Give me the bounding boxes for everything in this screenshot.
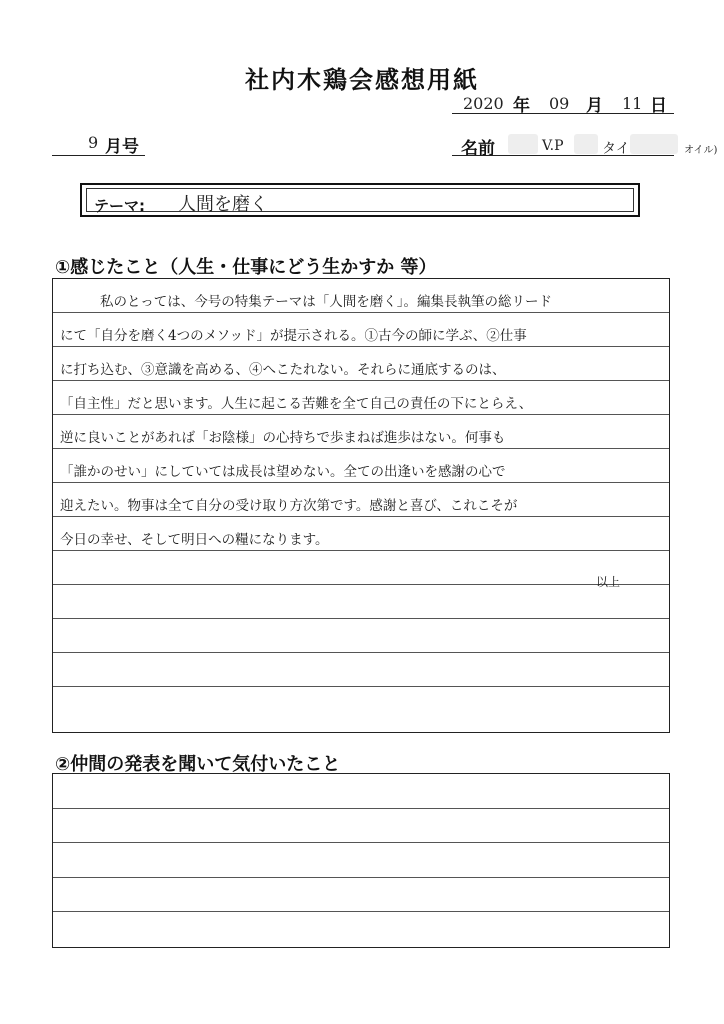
date-month: 09 xyxy=(549,94,570,113)
section1-line-7: 迎えたい。物事は全て自分の受け取り方次第です。感謝と喜び、これこそが xyxy=(60,498,518,514)
section1-rule-8 xyxy=(53,550,669,551)
section1-line-2: にて「自分を磨く4つのメソッド」が提示される。①古今の師に学ぶ、②仕事 xyxy=(60,328,527,344)
date-year-unit: 年 xyxy=(513,96,530,116)
section1-rule-4 xyxy=(53,414,669,415)
name-part-2: タイ xyxy=(602,141,630,157)
section1-line-5: 逆に良いことがあれば「お陰様」の心持ちで歩まねば進歩はない。何事も xyxy=(60,430,506,446)
section1-closing: 以上 xyxy=(596,575,621,589)
issue-number: 9 xyxy=(88,133,99,152)
section1-rule-12 xyxy=(53,686,669,687)
theme-box-inner xyxy=(86,188,634,212)
name-part-1: V.P xyxy=(542,138,564,154)
section2-rule-3 xyxy=(53,877,669,878)
section1-line-1: 私のとっては、今号の特集テーマは「人間を磨く」。編集長執筆の総リード xyxy=(100,294,552,310)
theme-label: テーマ: xyxy=(94,197,145,215)
section1-rule-11 xyxy=(53,652,669,653)
section2-heading: ②仲間の発表を聞いて気付いたこと xyxy=(55,754,341,775)
date-underline xyxy=(452,113,674,114)
section2-rule-4 xyxy=(53,911,669,912)
section1-line-6: 「誰かのせい」にしていては成長は望めない。全ての出逢いを感謝の心で xyxy=(60,464,506,480)
section1-rule-5 xyxy=(53,448,669,449)
date-year: 2020 xyxy=(463,94,504,113)
name-label: 名前 xyxy=(461,139,495,159)
section1-rule-6 xyxy=(53,482,669,483)
form-title: 社内木鶏会感想用紙 xyxy=(245,66,479,94)
issue-underline xyxy=(52,155,145,156)
date-day: 11 xyxy=(622,94,643,113)
section1-rule-10 xyxy=(53,618,669,619)
name-underline xyxy=(452,155,674,156)
name-redaction-3 xyxy=(630,134,678,154)
section1-heading: ①感じたこと（人生・仕事にどう生かすか 等） xyxy=(55,257,437,278)
section1-rule-7 xyxy=(53,516,669,517)
section1-rule-2 xyxy=(53,346,669,347)
section1-line-3: に打ち込む、③意識を高める、④へこたれない。それらに通底するのは、 xyxy=(60,362,506,378)
section1-rule-3 xyxy=(53,380,669,381)
name-redaction-1 xyxy=(508,134,538,154)
issue-unit: 月号 xyxy=(105,137,139,157)
name-part-3: オイル) xyxy=(684,145,718,156)
date-day-unit: 日 xyxy=(650,96,667,116)
section1-rule-1 xyxy=(53,312,669,313)
theme-value: 人間を磨く xyxy=(178,194,268,215)
date-month-unit: 月 xyxy=(586,96,603,116)
section2-rule-1 xyxy=(53,808,669,809)
section2-box xyxy=(52,773,670,948)
name-redaction-2 xyxy=(574,134,598,154)
section1-line-4: 「自主性」だと思います。人生に起こる苦難を全て自己の責任の下にとらえ、 xyxy=(60,396,533,412)
section2-rule-2 xyxy=(53,842,669,843)
section1-line-8: 今日の幸せ、そして明日への糧になります。 xyxy=(60,532,329,548)
section1-rule-9 xyxy=(53,584,669,585)
